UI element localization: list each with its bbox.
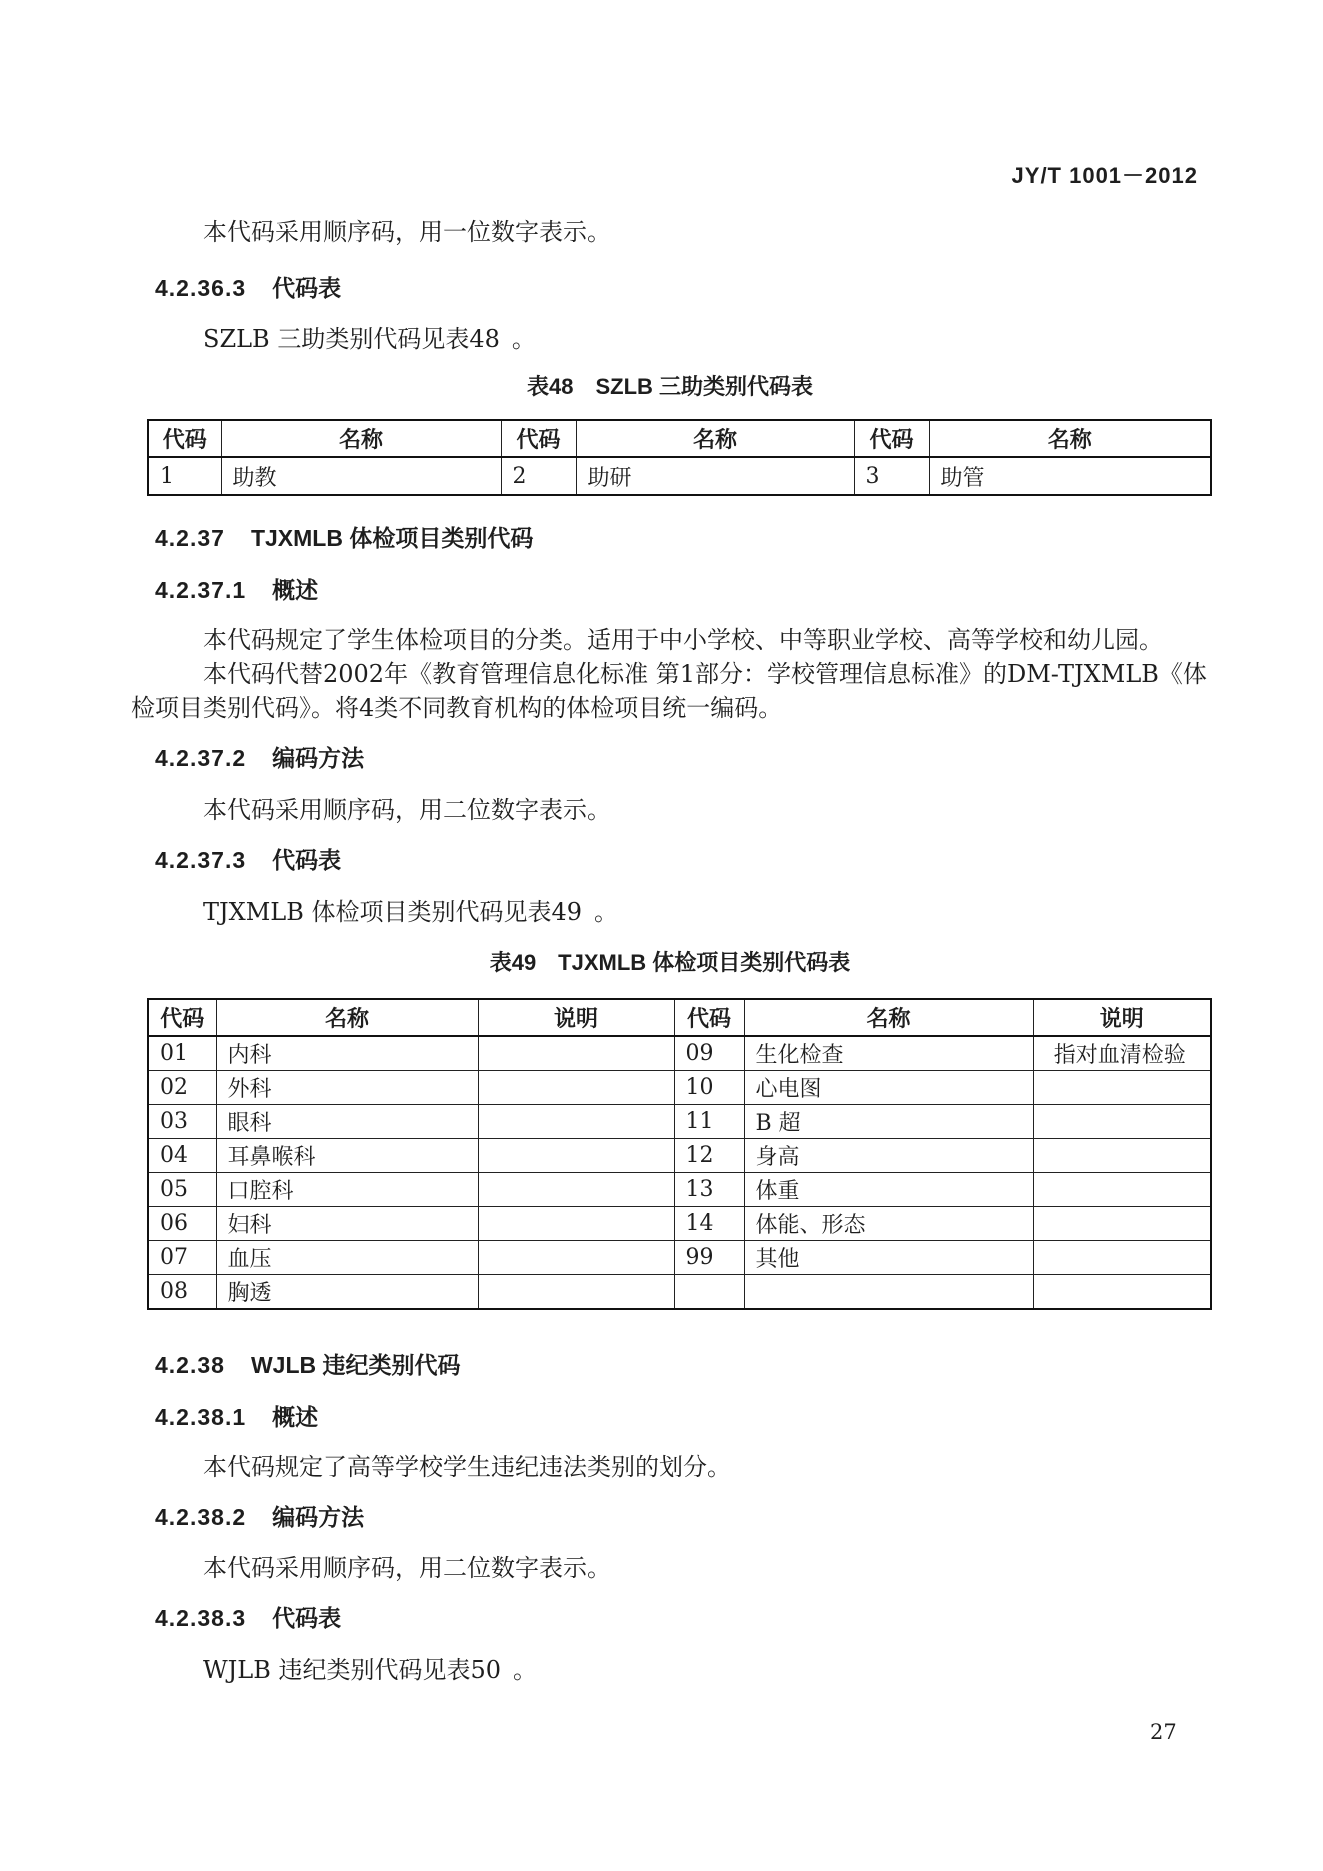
doc-code-header: JY/T 1001－2012 (1011, 163, 1198, 188)
note-cell (1033, 1139, 1211, 1173)
heading-4-2-38 (155, 1350, 1209, 1380)
note-cell (478, 1275, 674, 1310)
table-header-row (148, 420, 1211, 457)
table-48-body (148, 457, 1211, 495)
code-cell: 02 (148, 1071, 216, 1105)
note-cell (478, 1139, 674, 1173)
heading-title: 编码方法 (272, 1504, 365, 1530)
column-header: 名称 (744, 999, 1033, 1036)
table-row (148, 1207, 1211, 1241)
code-cell: 12 (674, 1139, 744, 1173)
code-cell: 1 (148, 457, 221, 495)
heading-4-2-37-2 (155, 743, 1209, 773)
name-cell: B 超 (744, 1105, 1033, 1139)
heading-title: 代码表 (272, 1605, 342, 1631)
note-cell (478, 1207, 674, 1241)
note-cell (1033, 1207, 1211, 1241)
heading-title: 编码方法 (272, 745, 365, 771)
heading-title: 概述 (272, 1404, 319, 1430)
name-cell: 血压 (216, 1241, 478, 1275)
heading-title: WJLB 违纪类别代码 (250, 1352, 461, 1378)
name-cell: 助教 (221, 457, 501, 495)
paragraph-wjlb-table-ref: WJLB 违纪类别代码见表50 。 (203, 1656, 538, 1684)
table-48 (147, 419, 1212, 496)
name-cell: 眼科 (216, 1105, 478, 1139)
code-cell: 01 (148, 1036, 216, 1071)
table-row (148, 1071, 1211, 1105)
name-cell: 口腔科 (216, 1173, 478, 1207)
table-49-caption: 表49 TJXMLB 体检项目类别代码表 (489, 950, 851, 975)
table-row (148, 1105, 1211, 1139)
name-cell: 耳鼻喉科 (216, 1139, 478, 1173)
column-header: 名称 (216, 999, 478, 1036)
table-row (148, 1241, 1211, 1275)
table-48-caption: 表48 SZLB 三助类别代码表 (526, 374, 814, 399)
name-cell: 助管 (929, 457, 1211, 495)
column-header: 代码 (674, 999, 744, 1036)
column-header: 代码 (148, 999, 216, 1036)
heading-number: 4.2.38 (155, 1352, 225, 1378)
name-cell: 外科 (216, 1071, 478, 1105)
column-header: 代码 (148, 420, 221, 457)
table-48-head (148, 420, 1211, 457)
note-cell (1033, 1071, 1211, 1105)
heading-4-2-38-3 (155, 1603, 1209, 1633)
name-cell: 妇科 (216, 1207, 478, 1241)
table-49-head (148, 999, 1211, 1036)
heading-4-2-38-1 (155, 1402, 1209, 1432)
code-cell: 3 (854, 457, 929, 495)
paragraph-encoding-two-digit: 本代码采用顺序码，用二位数字表示。 (203, 796, 611, 824)
paragraph-wjlb-scope: 本代码规定了高等学校学生违纪违法类别的划分。 (203, 1453, 731, 1481)
code-cell: 03 (148, 1105, 216, 1139)
table-header-row (148, 999, 1211, 1036)
column-header: 说明 (1033, 999, 1211, 1036)
code-cell: 05 (148, 1173, 216, 1207)
code-cell: 08 (148, 1275, 216, 1310)
code-cell: 04 (148, 1139, 216, 1173)
note-cell (1033, 1241, 1211, 1275)
paragraph-scope: 本代码规定了学生体检项目的分类。适用于中小学校、中等职业学校、高等学校和幼儿园。 (203, 626, 1163, 654)
code-cell: 10 (674, 1071, 744, 1105)
heading-number: 4.2.36.3 (155, 275, 247, 301)
code-cell: 09 (674, 1036, 744, 1071)
code-cell: 11 (674, 1105, 744, 1139)
paragraph-encoding-one-digit: 本代码采用顺序码，用一位数字表示。 (203, 218, 611, 246)
note-cell (1033, 1275, 1211, 1310)
heading-title: 代码表 (272, 847, 342, 873)
name-cell: 其他 (744, 1241, 1033, 1275)
code-cell: 06 (148, 1207, 216, 1241)
note-cell (478, 1105, 674, 1139)
heading-title: TJXMLB 体检项目类别代码 (250, 525, 534, 551)
paragraph-szlb-table-ref: SZLB 三助类别代码见表48 。 (203, 325, 536, 353)
table-row (148, 1036, 1211, 1071)
code-cell: 99 (674, 1241, 744, 1275)
note-cell (478, 1173, 674, 1207)
table-row (148, 1173, 1211, 1207)
table-49-body (148, 1036, 1211, 1309)
name-cell: 内科 (216, 1036, 478, 1071)
table-row (148, 1275, 1211, 1310)
code-cell: 13 (674, 1173, 744, 1207)
name-cell: 胸透 (216, 1275, 478, 1310)
name-cell: 体能、形态 (744, 1207, 1033, 1241)
code-cell: 14 (674, 1207, 744, 1241)
column-header: 说明 (478, 999, 674, 1036)
name-cell: 身高 (744, 1139, 1033, 1173)
note-cell (478, 1036, 674, 1071)
column-header: 名称 (576, 420, 854, 457)
note-cell (1033, 1173, 1211, 1207)
column-header: 名称 (221, 420, 501, 457)
note-cell (1033, 1105, 1211, 1139)
name-cell (744, 1275, 1033, 1310)
paragraph-wjlb-encoding: 本代码采用顺序码，用二位数字表示。 (203, 1554, 611, 1582)
heading-number: 4.2.38.3 (155, 1605, 247, 1631)
heading-4-2-36-3 (155, 273, 1209, 303)
column-header: 代码 (501, 420, 576, 457)
column-header: 代码 (854, 420, 929, 457)
heading-4-2-37-3 (155, 845, 1209, 875)
heading-4-2-37-1 (155, 575, 1209, 605)
heading-number: 4.2.38.1 (155, 1404, 247, 1430)
heading-4-2-38-2 (155, 1502, 1209, 1532)
paragraph-replaces-2002: 本代码代替2002年《教育管理信息化标准 第1部分：学校管理信息标准》的DM-TJXMLB《体检项目类别代码》。将4类不同教育机构的体检项目统一编码。 (131, 660, 1207, 722)
heading-number: 4.2.37.3 (155, 847, 247, 873)
table-row (148, 1139, 1211, 1173)
code-cell: 2 (501, 457, 576, 495)
note-cell (478, 1071, 674, 1105)
heading-number: 4.2.37 (155, 525, 225, 551)
content-area (131, 0, 1209, 1687)
table-row (148, 457, 1211, 495)
page-number: 27 (1150, 1720, 1177, 1744)
heading-title: 概述 (272, 577, 319, 603)
paragraph-tjxmlb-table-ref: TJXMLB 体检项目类别代码见表49 。 (203, 898, 619, 926)
note-cell (478, 1241, 674, 1275)
heading-number: 4.2.37.2 (155, 745, 247, 771)
name-cell: 体重 (744, 1173, 1033, 1207)
note-cell: 指对血清检验 (1033, 1036, 1211, 1071)
code-cell (674, 1275, 744, 1310)
table-49 (147, 998, 1212, 1310)
heading-number: 4.2.37.1 (155, 577, 247, 603)
name-cell: 心电图 (744, 1071, 1033, 1105)
name-cell: 助研 (576, 457, 854, 495)
heading-4-2-37 (155, 523, 1209, 553)
name-cell: 生化检查 (744, 1036, 1033, 1071)
heading-title: 代码表 (272, 275, 342, 301)
heading-number: 4.2.38.2 (155, 1504, 247, 1530)
code-cell: 07 (148, 1241, 216, 1275)
column-header: 名称 (929, 420, 1211, 457)
